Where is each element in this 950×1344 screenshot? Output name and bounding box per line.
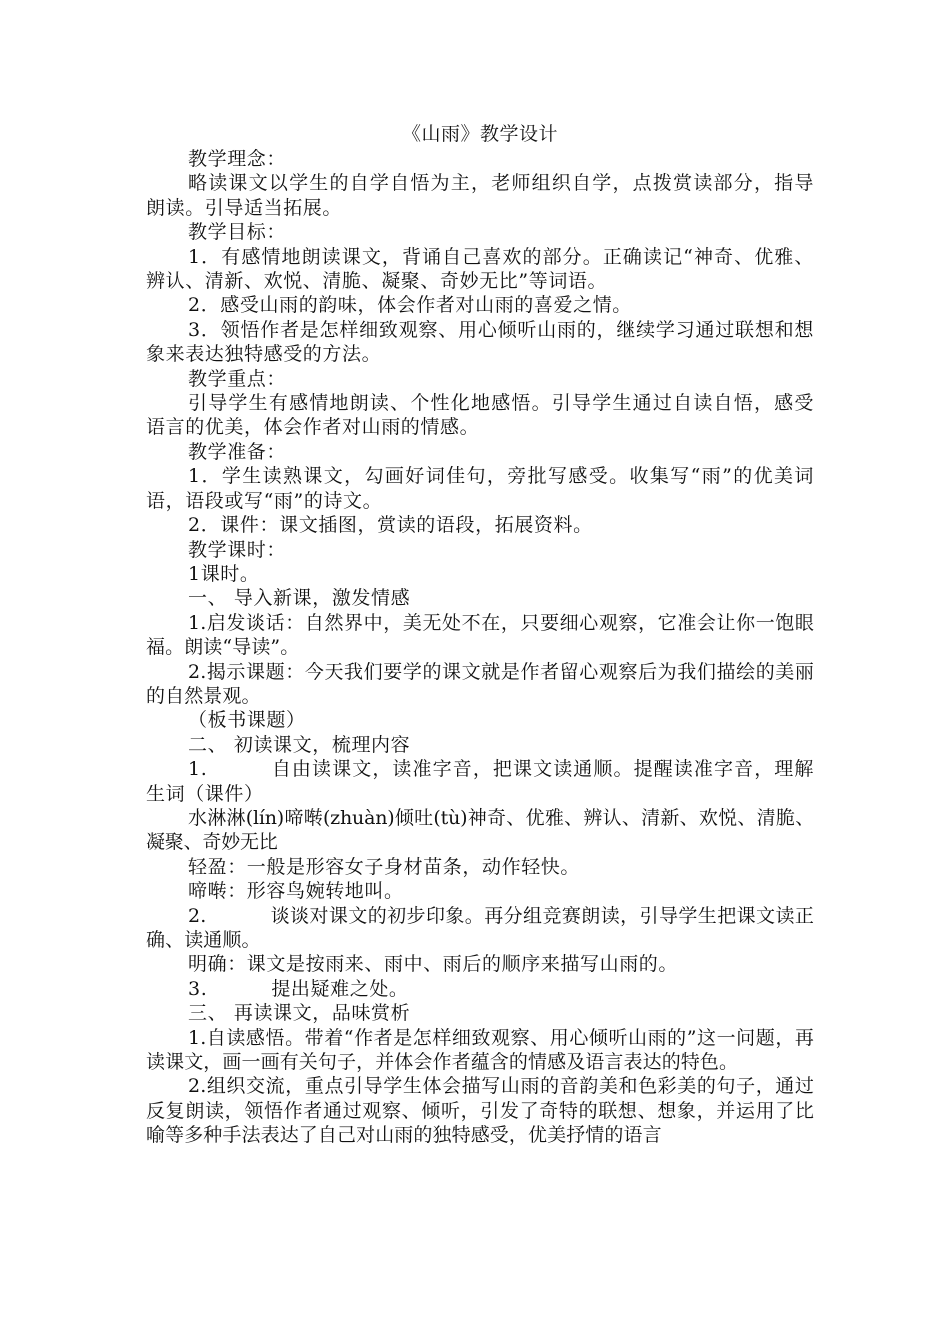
preparation-item-2: 2．课件：课文插图，赏读的语段，拓展资料。 <box>188 514 593 537</box>
preparation-item-1: 1．学生读熟课文，勾画好词佳句，旁批写感受。收集写“雨”的优美词语，语段或写“雨”的诗文。 <box>146 465 814 512</box>
section-heading-1: 一、 导入新课，激发情感 <box>188 587 411 610</box>
section-2-item-1 <box>146 757 814 806</box>
clarification-note: 明确：课文是按雨来、雨中、雨后的顺序来描写山雨的。 <box>188 953 679 976</box>
paragraph-class-hours: 1课时。 <box>188 562 260 585</box>
section-1-item-1: 1.启发谈话：自然界中，美无处不在，只要细心观察，它准会让你一饱眼福。朗读“导读”。 <box>146 611 814 659</box>
heading-teaching-focus: 教学重点： <box>188 367 287 390</box>
section-2-item-1-text: 自由读课文，读准字音，把课文读通顺。提醒读准字音，理解生词（课件） <box>146 758 814 805</box>
heading-class-hours: 教学课时： <box>188 538 287 561</box>
goal-item-2: 2．感受山雨的韵味，体会作者对山雨的喜爱之情。 <box>188 294 632 317</box>
vocabulary-tizhuan: 啼啭：形容鸟婉转地叫。 <box>188 880 404 903</box>
paragraph-teaching-philosophy: 略读课文以学生的自学自悟为主，老师组织自学，点拨赏读部分，指导朗读。引导适当拓展。 <box>146 172 814 219</box>
heading-teaching-preparation: 教学准备： <box>188 440 287 463</box>
section-3-item-1: 1.自读感悟。带着“作者是怎样细致观察、用心倾听山雨的”这一问题，再读课文，画一画有关句子，并体会作者蕴含的情感及语言表达的特色。 <box>146 1026 814 1074</box>
section-2-item-3-number: 3. <box>188 977 208 1000</box>
section-heading-3: 三、 再读课文，品味赏析 <box>188 1002 411 1025</box>
board-title-note: （板书课题） <box>188 709 306 732</box>
section-heading-2: 二、 初读课文，梳理内容 <box>188 733 411 756</box>
section-2-item-2-text: 谈谈对课文的初步印象。再分组竞赛朗读，引导学生把课文读正确、读通顺。 <box>146 904 814 951</box>
section-1-item-2: 2.揭示课题：今天我们要学的课文就是作者留心观察后为我们描绘的美丽的自然景观。 <box>146 660 814 707</box>
document-title: 《山雨》教学设计 <box>401 123 558 145</box>
section-3-item-2: 2.组织交流，重点引导学生体会描写山雨的音韵美和色彩美的句子，通过反复朗读，领悟作者通过观察、倾听，引发了奇特的联想、想象，并运用了比喻等多种手法表达了自己对山雨的独特感受，优美抒情的语言 <box>146 1075 814 1147</box>
vocabulary-pinyin-list: 水淋淋(lín)啼啭(zhuàn)倾吐(tù)神奇、优雅、辨认、清新、欢悦、清脆、凝聚、奇妙无比 <box>146 806 814 854</box>
section-2-item-3-text: 提出疑难之处。 <box>271 977 409 1000</box>
section-2-item-3 <box>146 977 814 1001</box>
section-2-item-2 <box>146 904 814 953</box>
paragraph-teaching-focus: 引导学生有感情地朗读、个性化地感悟。引导学生通过自读自悟，感受语言的优美，体会作者对山雨的情感。 <box>146 392 814 439</box>
section-2-item-1-number: 1. <box>188 758 208 781</box>
heading-teaching-philosophy: 教学理念： <box>188 148 287 170</box>
heading-teaching-goals: 教学目标： <box>188 221 287 244</box>
goal-item-3: 3．领悟作者是怎样细致观察、用心倾听山雨的，继续学习通过联想和想象来表达独特感受的方法。 <box>146 318 814 366</box>
document-body <box>146 122 814 1148</box>
vocabulary-qingying: 轻盈：一般是形容女子身材苗条，动作轻快。 <box>188 855 581 878</box>
goal-item-1: 1．有感情地朗读课文，背诵自己喜欢的部分。正确读记“神奇、优雅、辨认、清新、欢悦、清脆、凝聚、奇妙无比”等词语。 <box>146 245 814 293</box>
section-2-item-2-number: 2. <box>188 904 207 927</box>
